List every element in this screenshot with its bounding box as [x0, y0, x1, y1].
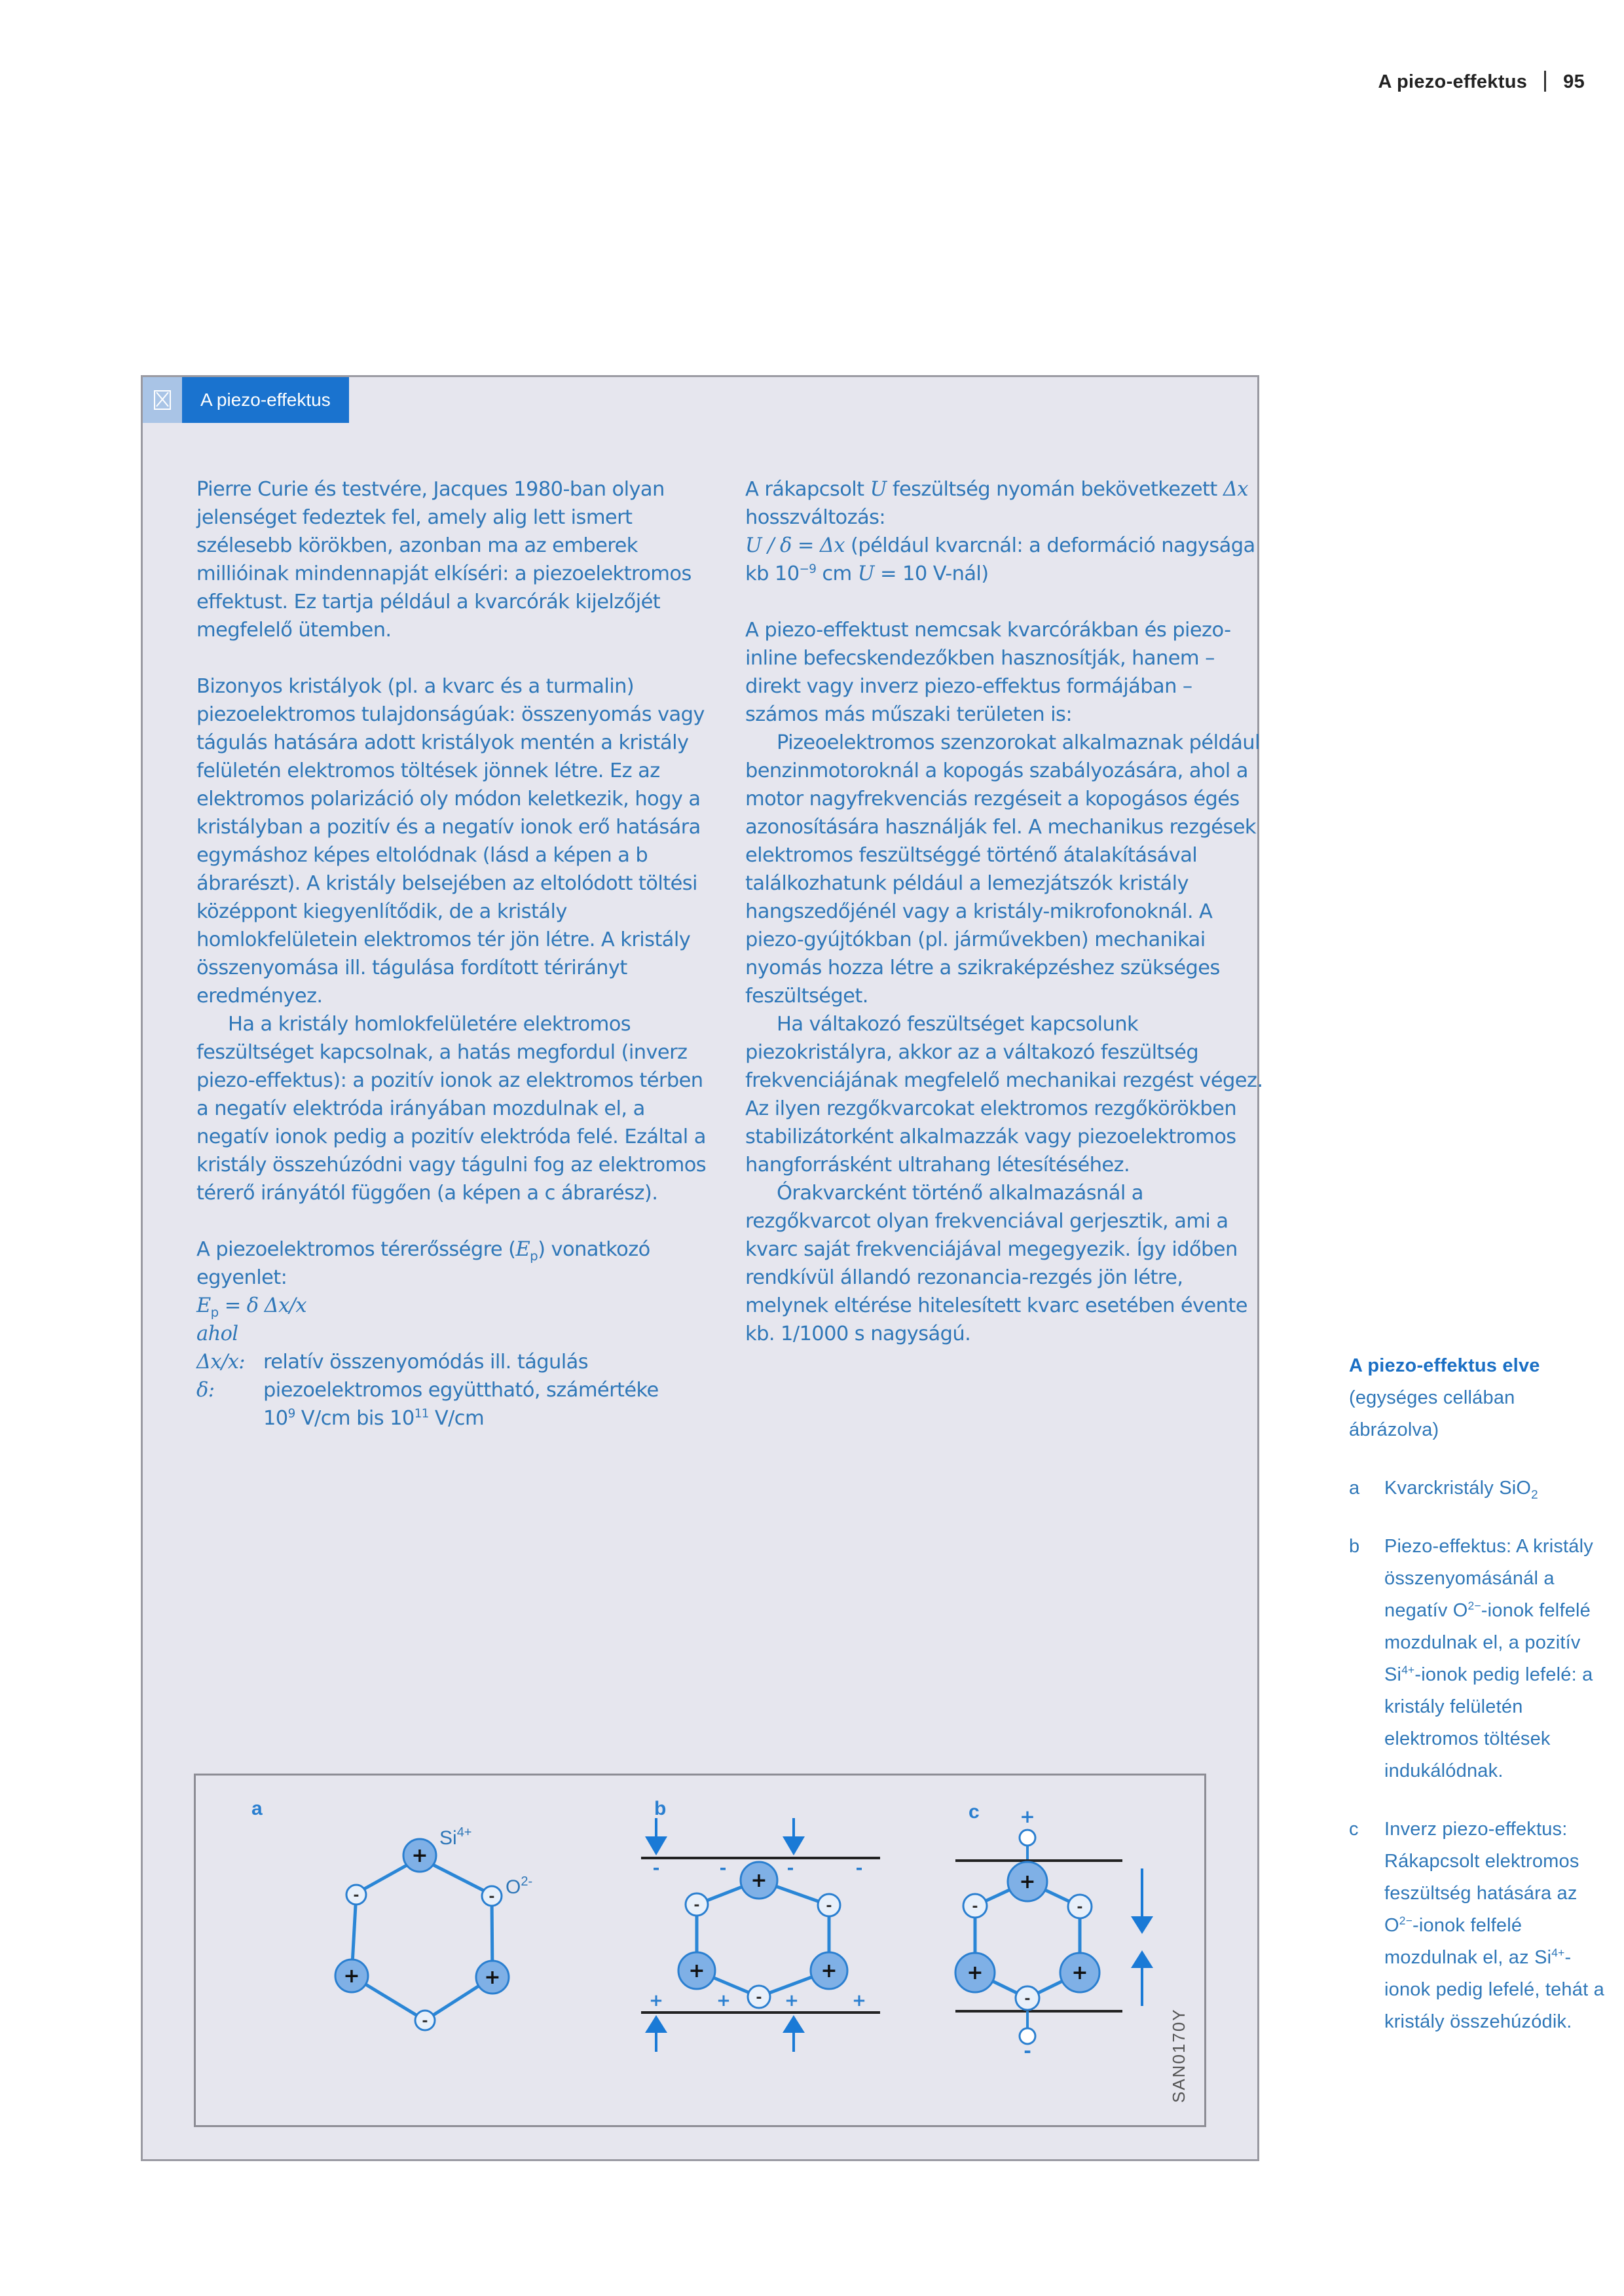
- paragraph: Ha a kristály homlokfelületére elektromos feszültséget kapcsolnak, a hatás megfordul (inverz piezo-effektus): a pozitív ionok az elektromos térben a negatív elektróda irányában mozdulnak el, a negatív ionok pedig a pozitív elektróda felé. Ezáltal a kristály összehúzódni vagy tágulni fog az elektromos térerő irányától függően (a képen a c ábrarész).: [196, 1013, 707, 1205]
- info-box: [141, 375, 1263, 2161]
- running-head: [1378, 71, 1585, 93]
- o-label: $O^{2-}$: [506, 1874, 533, 1898]
- piezo-figure: [194, 1774, 1206, 2127]
- o-ion: [482, 1886, 502, 1906]
- svg-text:-: -: [353, 1887, 360, 1904]
- force-arrow-up: [783, 2015, 805, 2052]
- box-header: [143, 377, 349, 423]
- equation: $E_p = \delta$ Δx/x: [196, 1294, 306, 1321]
- svg-text:+: +: [649, 1991, 663, 2011]
- svg-text:-: -: [826, 1898, 832, 1914]
- paragraph: A rákapcsolt U feszültség nyomán bekövetkezett Δx hosszváltozás: U / δ = Δx (például kvarcnál: a deformáció nagysága kb $10^{-9}$ cm U = 10 V-nál): [745, 478, 1255, 585]
- field-arrow-down: [1131, 1868, 1153, 1934]
- terminal-positive-icon: [1020, 1830, 1035, 1846]
- si-ion: [741, 1862, 777, 1899]
- box-title: A piezo-effektus: [182, 377, 349, 423]
- svg-text:+: +: [411, 1844, 428, 1867]
- svg-text:+: +: [1071, 1961, 1088, 1984]
- svg-text:+: +: [821, 1959, 838, 1982]
- svg-text:+: +: [852, 1991, 866, 2011]
- si-ion: [955, 1953, 995, 1992]
- figure-code: SAN0170Y: [1169, 2008, 1189, 2103]
- paragraph: A piezo-effektust nemcsak kvarcórákban és piezo-inline befecskendezőkben hasznosítják, hanem – direkt vagy inverz piezo-effektus formájában – számos más műszaki területen is:: [745, 619, 1231, 726]
- o-ion: [818, 1894, 840, 1916]
- caption-item: a Kvarckristály SiO$_2$: [1349, 1478, 1538, 1501]
- crystal-bonds: [352, 1858, 495, 2020]
- si-ion: [403, 1839, 436, 1872]
- field-arrow-up: [1131, 1950, 1153, 2006]
- si-ion: [335, 1959, 368, 1992]
- svg-text:+: +: [750, 1869, 767, 1892]
- svg-text:-: -: [786, 1859, 794, 1878]
- paragraph: Bizonyos kristályok (pl. a kvarc és a turmalin) piezoelektromos tulajdonságúak: összenyomás vagy tágulás hatására adott kristályok mentén a kristály felületén elektromos töltések jönnek létre. Ez az elektromos polarizáció oly módon keletkezik, hogy a kristályban a pozitív és a negatív ionok erő hatására egymáshoz képes eltolódnak (lásd a képen a b ábrarészt). A kristály belsejében az eltolódott töltési középpont kiegyenlítődik, de a kristály homlokfelületein elektromos tér jön létre. A kristály összenyomása ill. tágulása fordított térirányt eredményez.: [196, 675, 705, 1008]
- svg-text:-: -: [719, 1859, 727, 1878]
- si-ion: [476, 1961, 509, 1994]
- definition: δ: piezoelektromos együttható, számértéke $10^9$ V/cm bis $10^{11}$ V/cm: [196, 1379, 659, 1430]
- si-ion: [1060, 1953, 1099, 1992]
- terminal-minus: -: [1024, 2040, 1031, 2062]
- panel-label-a: a: [251, 1798, 263, 1819]
- si-ion: [811, 1952, 847, 1989]
- o-ion: [1016, 1986, 1039, 2010]
- svg-text:-: -: [1077, 1899, 1083, 1916]
- o-ion: [748, 1986, 770, 2008]
- definition: Δx/x: relatív összenyomódás ill. tágulás: [196, 1351, 589, 1374]
- svg-text:-: -: [972, 1899, 978, 1915]
- svg-text:-: -: [693, 1897, 700, 1914]
- svg-text:+: +: [688, 1959, 705, 1982]
- panel-label-b: b: [654, 1798, 667, 1819]
- svg-text:+: +: [967, 1961, 984, 1984]
- paragraph: Ha váltakozó feszültséget kapcsolunk piezokristályra, akkor az a váltakozó feszültség frekvenciájának megfelelő mechanikai rezgést végez. Az ilyen rezgőkvarcokat elektromos rezgőkörökben stabilizátorként alkalmazzák vagy piezoelektromos hangforrásként ultrahang létesítéséhez.: [745, 1013, 1263, 1176]
- caption-title: A piezo-effektus elve: [1349, 1355, 1540, 1376]
- caption-item: c Inverz piezo-effektus: Rákapcsolt elektromos feszültség hatására az $O^{2-}$-ionok felfelé mozdulnak el, az $Si^{4+}$-ionok pedig lefelé, tehát a kristály összehúzódik.: [1349, 1819, 1604, 2032]
- force-arrow-down: [645, 1818, 667, 1855]
- force-arrow-down: [783, 1818, 805, 1855]
- o-ion: [1068, 1895, 1092, 1918]
- force-arrow-up: [645, 2015, 667, 2052]
- svg-text:-: -: [855, 1859, 863, 1878]
- text-column-right: [745, 475, 1269, 1348]
- panel-a: [251, 1798, 532, 2030]
- svg-text:+: +: [784, 1991, 799, 2011]
- running-head-separator: [1544, 71, 1546, 92]
- piezo-diagram: [196, 1776, 1204, 2125]
- figure-caption: [1349, 1350, 1604, 2038]
- svg-text:-: -: [1024, 1991, 1031, 2007]
- o-ion: [686, 1893, 708, 1916]
- terminal-plus: +: [1020, 1806, 1035, 1827]
- svg-text:-: -: [489, 1889, 495, 1905]
- paragraph-equation-intro: A piezoelektromos térerősségre $(E_p)$ vonatkozó egyenlet:: [196, 1238, 650, 1289]
- panel-label-c: c: [969, 1801, 980, 1823]
- si-ion: [678, 1952, 715, 1989]
- panel-c: [955, 1801, 1189, 2103]
- text-column-left: [196, 475, 720, 1432]
- o-ion: [963, 1894, 987, 1918]
- panel-b: [641, 1798, 880, 2052]
- svg-text:-: -: [652, 1859, 660, 1878]
- box-marker-icon: [143, 377, 182, 423]
- paragraph: Pizeoelektromos szenzorokat alkalmaznak például benzinmotoroknál a kopogás szabályozására, ahol a motor nagyfrekvenciás rezgéseit a kopogásos égés azonosítására használják fel. A mechanikus rezgések elektromos feszültséggé történő átalakításával találkozhatunk például a lemezjátszók kristály hangszedőjénél vagy a kristály-mikrofonoknál. A piezo-gyújtókban (pl. járművekben) mechanikai nyomás hozza létre a szikraképzéshez szükséges feszültséget.: [745, 731, 1260, 1008]
- page-number: 95: [1563, 71, 1585, 92]
- o-ion: [415, 2011, 435, 2030]
- svg-text:+: +: [484, 1966, 501, 1989]
- svg-text:-: -: [756, 1990, 762, 2006]
- svg-text:+: +: [1019, 1870, 1036, 1893]
- paragraph: Pierre Curie és testvére, Jacques 1980-ban olyan jelenséget fedeztek fel, amely alig lett ismert szélesebb körökben, azonban ma az emberek millióinak mindennapját elkíséri: a piezoelektromos effektust. Ez tartja például a kvarcórák kijelzőjét megfelelő ütemben.: [196, 478, 692, 642]
- o-ion: [346, 1885, 366, 1904]
- caption-item: b Piezo-effektus: A kristály összenyomásánál a negatív $O^{2-}$-ionok felfelé mozdulnak el, a pozitív $Si^{4+}$-ionok pedig lefelé: a kristály felületén elektromos töltések indukálódnak.: [1349, 1536, 1593, 1781]
- svg-text:+: +: [343, 1965, 360, 1988]
- equation-where: ahol: [196, 1322, 238, 1345]
- si-label: $Si^{4+}$: [439, 1825, 472, 1849]
- svg-text:-: -: [422, 2013, 428, 2030]
- running-head-title: A piezo-effektus: [1378, 71, 1528, 92]
- si-ion: [1008, 1862, 1047, 1901]
- caption-subtitle: (egységes cellában ábrázolva): [1349, 1387, 1515, 1440]
- paragraph: Órakvarcként történő alkalmazásnál a rezgőkvarcot olyan frekvenciával gerjesztik, ami a kvarc saját frekvenciájával megegyezik. Így időben rendkívül állandó rezonancia-rezgés jön létre, melynek eltérése hitelesített kvarc esetében évente kb. 1/1000 s nagyságú.: [745, 1182, 1247, 1345]
- svg-text:+: +: [716, 1991, 731, 2011]
